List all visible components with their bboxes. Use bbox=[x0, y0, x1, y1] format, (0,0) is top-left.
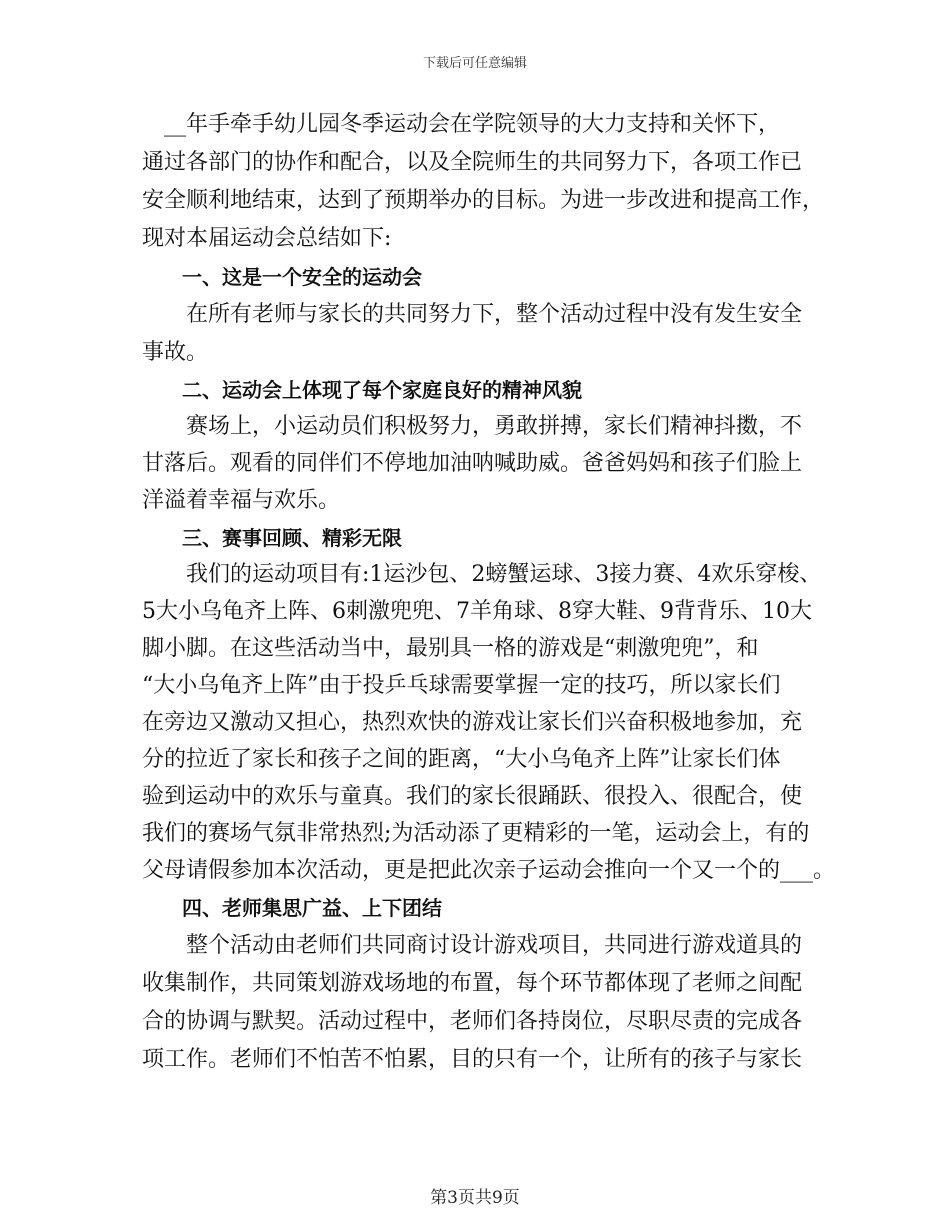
body-line: 验到运动中的欢乐与童真。我们的家长很踊跃、很投入、很配合，使 bbox=[142, 784, 803, 809]
body-line: “大小乌龟齐上阵”由于投乒乓球需要掌握一定的技巧，所以家长们 bbox=[142, 673, 781, 698]
section-heading: 三、赛事回顾、精彩无限 bbox=[142, 526, 402, 550]
body-line: 合的协调与默契。活动过程中，老师们各持岗位，尽职尽责的完成各 bbox=[142, 1009, 803, 1034]
section-heading: 四、老师集思广益、上下团结 bbox=[142, 896, 442, 920]
body-line: __年手牵手幼儿园冬季运动会在学院领导的大力支持和关怀下， bbox=[142, 112, 781, 137]
body-line: 在旁边又激动又担心，热烈欢快的游戏让家长们兴奋积极地参加，充 bbox=[142, 710, 803, 735]
body-line: 收集制作，共同策划游戏场地的布置，每个环节都体现了老师之间配 bbox=[142, 971, 803, 996]
body-line: 我们的赛场气氛非常热烈;为活动添了更精彩的一笔，运动会上，有的 bbox=[142, 821, 810, 846]
body-line: 在所有老师与家长的共同努力下，整个活动过程中没有发生安全 bbox=[142, 302, 803, 327]
body-line: 脚小脚。在这些活动当中，最别具一格的游戏是“刺激兜兜”，和 bbox=[142, 636, 759, 661]
body-line: 事故。 bbox=[142, 340, 209, 365]
body-line: 我们的运动项目有:1运沙包、2螃蟹运球、3接力赛、4欢乐穿梭、 bbox=[142, 562, 822, 587]
body-line: 现对本届运动会总结如下: bbox=[142, 226, 392, 251]
body-line: 5大小乌龟齐上阵、6刺激兜兜、7羊角球、8穿大鞋、9背背乐、10大 bbox=[142, 599, 812, 624]
section-heading: 二、运动会上体现了每个家庭良好的精神风貌 bbox=[142, 378, 582, 402]
body-line: 分的拉近了家长和孩子之间的距离，“大小乌龟齐上阵”让家长们体 bbox=[142, 747, 781, 772]
body-line: 洋溢着幸福与欢乐。 bbox=[142, 488, 341, 513]
body-line: 赛场上，小运动员们积极努力，勇敢拼搏，家长们精神抖擞，不 bbox=[142, 414, 803, 439]
body-line: 父母请假参加本次活动，更是把此次亲子运动会推向一个又一个的___。 bbox=[142, 858, 836, 883]
page-number: 第3页共9页 bbox=[430, 1188, 520, 1208]
body-line: 安全顺利地结束，达到了预期举办的目标。为进一步改进和提高工作， bbox=[142, 188, 825, 213]
body-line: 项工作。老师们不怕苦不怕累，目的只有一个，让所有的孩子与家长 bbox=[142, 1047, 803, 1072]
page-header: 下载后可任意编辑 bbox=[422, 56, 527, 71]
section-heading: 一、这是一个安全的运动会 bbox=[142, 265, 422, 289]
body-line: 甘落后。观看的同伴们不停地加油呐喊助威。爸爸妈妈和孩子们脸上 bbox=[142, 451, 803, 476]
body-line: 整个活动由老师们共同商讨设计游戏项目，共同进行游戏道具的 bbox=[142, 933, 803, 958]
body-line: 通过各部门的协作和配合，以及全院师生的共同努力下，各项工作已 bbox=[142, 150, 803, 175]
